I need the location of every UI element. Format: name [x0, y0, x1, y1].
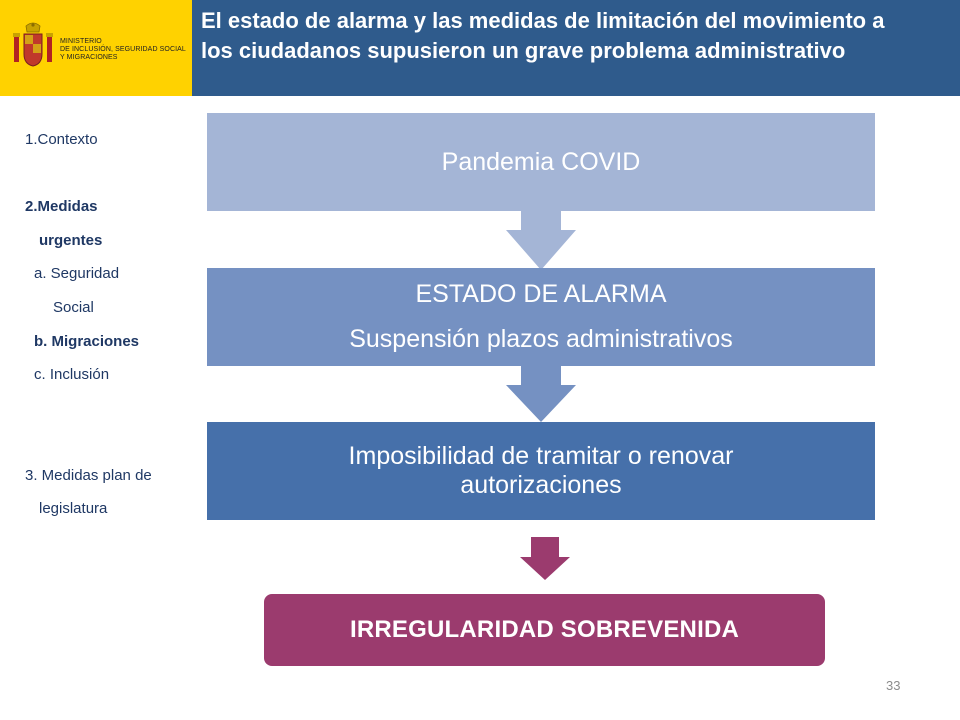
flow-box-estado-alarma [207, 268, 875, 366]
flow-box-imposibilidad [207, 422, 875, 520]
result-box-text: IRREGULARIDAD SOBREVENIDA [349, 616, 740, 643]
sidebar-item-seguridad-social[interactable]: a. Seguridad [34, 265, 120, 282]
flow-box-text: Imposibilidad de tramitar o renovar [348, 442, 734, 470]
title-bar [192, 0, 960, 96]
sidebar-item-contexto[interactable]: 1.Contexto [25, 131, 98, 148]
result-box-irregularidad [264, 594, 825, 666]
down-arrow-icon [506, 210, 576, 270]
ministry-line: Y MIGRACIONES [60, 54, 118, 61]
flow-box-text: autorizaciones [460, 471, 622, 499]
down-arrow-icon [520, 537, 570, 580]
flow-box-text: ESTADO DE ALARMA [415, 280, 667, 308]
sidebar-item-medidas-urgentes[interactable]: 2.Medidas [25, 198, 98, 215]
flow-box-pandemia [207, 113, 875, 211]
sidebar-item-seguridad-social-cont[interactable]: Social [53, 299, 94, 316]
sidebar-outline [0, 0, 200, 720]
down-arrow-icon [506, 365, 576, 422]
sidebar-item-plan-legislatura-cont[interactable]: legislatura [39, 500, 108, 517]
sidebar-item-inclusion[interactable]: c. Inclusión [34, 366, 110, 383]
ministry-line: DE INCLUSIÓN, SEGURIDAD SOCIAL [60, 46, 186, 53]
slide-title-line: los ciudadanos supusieron un grave problema administrativo [201, 38, 846, 63]
slide-title [201, 6, 941, 66]
slide-title-line: El estado de alarma y las medidas de limitación del movimiento a [201, 8, 885, 33]
flow-box-text: Pandemia COVID [441, 147, 641, 176]
page-number: 33 [886, 678, 901, 693]
sidebar-item-medidas-urgentes-cont[interactable]: urgentes [39, 232, 103, 249]
sidebar-item-plan-legislatura[interactable]: 3. Medidas plan de [25, 467, 152, 484]
sidebar-item-migraciones[interactable]: b. Migraciones [34, 333, 140, 350]
flow-box-text: Suspensión plazos administrativos [349, 325, 733, 353]
ministry-line: MINISTERIO [60, 38, 102, 45]
